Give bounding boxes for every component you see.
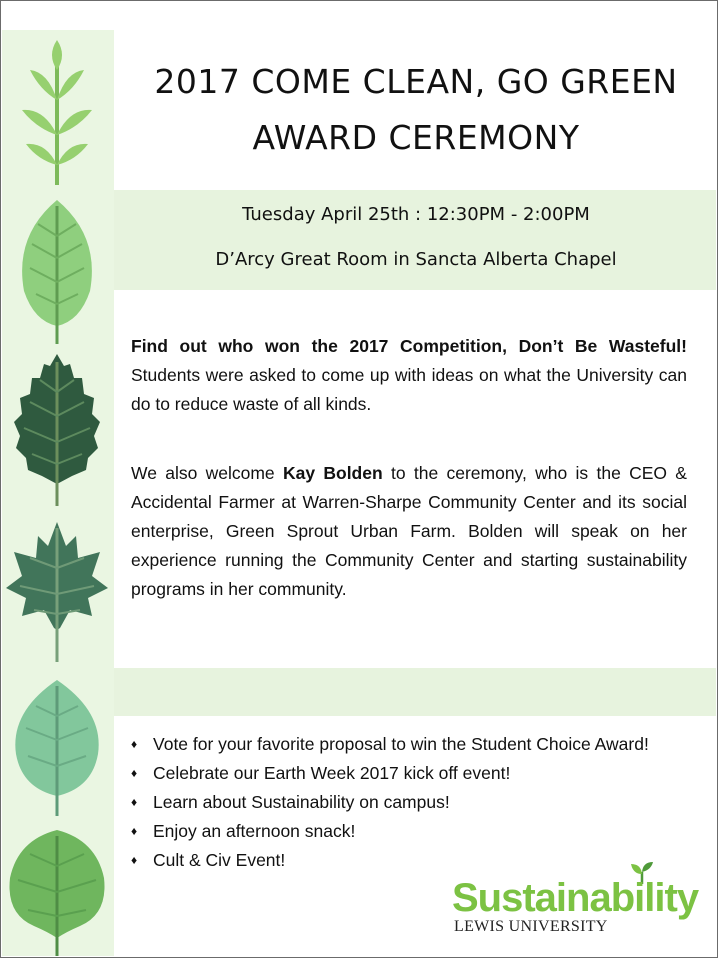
logo-university: LEWIS UNIVERSITY — [454, 918, 608, 935]
highlights-list — [131, 730, 649, 875]
intro-paragraph — [131, 332, 687, 419]
bullet-icon: ♦ — [131, 824, 138, 838]
leaf-icon — [0, 196, 114, 346]
guest-paragraph — [131, 459, 687, 604]
event-date-time: Tuesday April 25th : 12:30PM - 2:00PM — [242, 204, 590, 225]
list-item — [131, 817, 649, 846]
list-item — [131, 788, 649, 817]
intro-headline: Find out who won the 2017 Competition, Don’t Be Wasteful! — [131, 336, 687, 356]
sustainability-logo — [452, 862, 712, 942]
title-line-1: 2017 COME CLEAN, GO GREEN — [154, 62, 678, 101]
list-item-text: Celebrate our Earth Week 2017 kick off event! — [153, 763, 511, 783]
guest-after: to the ceremony, who is the CEO & Accidental Farmer at Warren-Sharpe Community Center and its social enterprise, Green Sprout Urban Farm. Bolden will speak on her experience running the Community Center and starting sustainability programs in her community. — [131, 463, 687, 599]
round-leaf-icon — [0, 676, 114, 818]
guest-name: Kay Bolden — [282, 463, 383, 483]
list-item-text: Cult & Civ Event! — [153, 850, 286, 870]
bullet-icon: ♦ — [131, 766, 138, 780]
list-item — [131, 730, 649, 759]
divider-band — [114, 668, 716, 716]
bullet-icon: ♦ — [131, 853, 138, 867]
bullet-icon: ♦ — [131, 737, 138, 751]
list-item-text: Vote for your favorite proposal to win the Student Choice Award! — [153, 734, 649, 754]
bullet-icon: ♦ — [131, 795, 138, 809]
sprig-icon — [0, 40, 114, 190]
list-item-text: Learn about Sustainability on campus! — [153, 792, 450, 812]
title-line-2: AWARD CEREMONY — [252, 118, 580, 157]
heart-leaf-icon — [0, 826, 114, 956]
maple-leaf-icon — [0, 518, 114, 664]
event-location: D’Arcy Great Room in Sancta Alberta Chapel — [215, 249, 617, 270]
guest-before: We also welcome — [131, 463, 283, 483]
list-item-text: Enjoy an afternoon snack! — [153, 821, 356, 841]
serrated-leaf-icon — [0, 352, 114, 508]
intro-text: Students were asked to come up with ideas on what the University can do to reduce waste of all kinds. — [131, 365, 687, 414]
logo-wordmark: Sustainability — [452, 876, 699, 920]
list-item — [131, 759, 649, 788]
page-title — [114, 54, 718, 166]
